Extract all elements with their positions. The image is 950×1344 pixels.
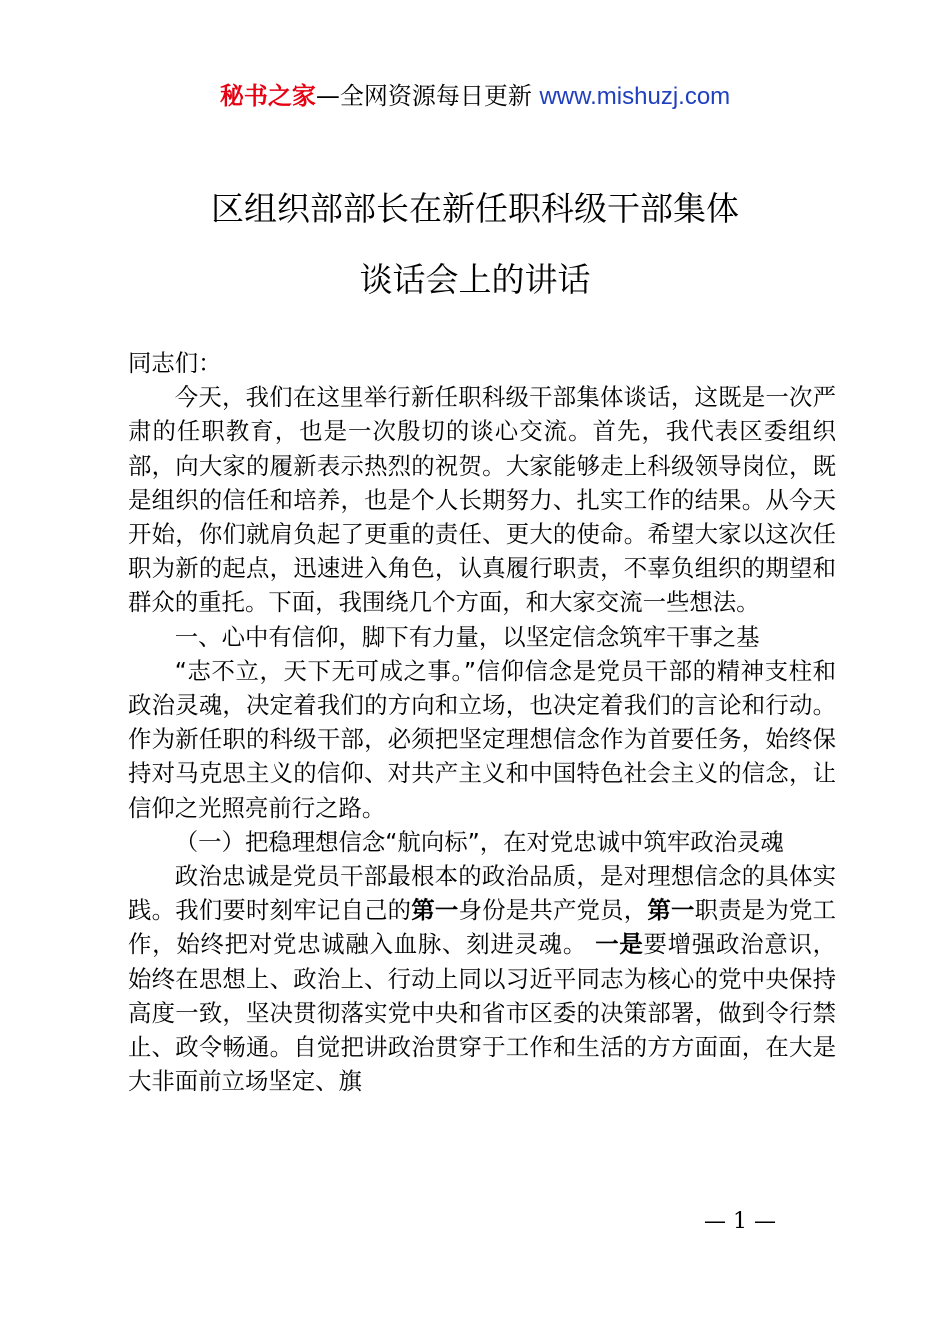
salutation: 同志们： (128, 349, 222, 377)
bold-run: 一是 (595, 930, 644, 959)
text-run: 职责是为党工作，始终把对党忠诚融入血脉、刻进灵魂。 (128, 896, 837, 959)
subsection-heading-1: （一）把稳理想信念“航向标”，在对党忠诚中筑牢政治灵魂 (174, 827, 784, 856)
bold-run: 第一 (647, 896, 695, 925)
document-body (128, 346, 836, 1098)
site-banner (0, 80, 950, 113)
page-number: — 1 — (704, 1209, 776, 1234)
text-run: 政治忠诚是党员干部最根本的政治品质，是对理想信念的具体实践。我们要时刻牢记自己的 (128, 862, 836, 925)
paragraph-subsection-1 (128, 859, 836, 1098)
text-run: 身份是共产党员， (458, 896, 648, 925)
document-title-line-1: 区组织部部长在新任职科级干部集体 (211, 189, 739, 228)
site-tagline: —全网资源每日更新 (315, 82, 540, 110)
text-run: 要增强政治意识，始终在思想上、政治上、行动上同以习近平同志为核心的党中央保持高度一致，坚决贯彻落实党中央和省市区委的决策部署，做到令行禁止、政令畅通。自觉把讲政治贯穿于工作和生活的方方面面，在大是大非面前立场坚定、旗 (128, 930, 837, 1096)
section-heading-1: 一、心中有信仰，脚下有力量，以坚定信念筑牢干事之基 (174, 622, 760, 651)
site-brand: 秘书之家 (219, 82, 316, 110)
paragraph-section-1: “志不立，天下无可成之事。”信仰信念是党员干部的精神支柱和政治灵魂，决定着我们的方向和立场，也决定着我们的言论和行动。作为新任职的科级干部，必须把坚定理想信念作为首要任务，始终保持对马克思主义的信仰、对共产主义和中国特色社会主义的信念，让信仰之光照亮前行之路。 (128, 656, 836, 822)
paragraph-intro: 今天，我们在这里举行新任职科级干部集体谈话，这既是一次严肃的任职教育，也是一次殷切的谈心交流。首先，我代表区委组织部，向大家的履新表示热烈的祝贺。大家能够走上科级领导岗位，既是组织的信任和培养，也是个人长期努力、扎实工作的结果。从今天开始，你们就肩负起了更重的责任、更大的使命。希望大家以这次任职为新的起点，迅速进入角色，认真履行职责，不辜负组织的期望和群众的重托。下面，我围绕几个方面，和大家交流一些想法。 (128, 383, 836, 617)
document-title-line-2: 谈话会上的讲话 (359, 260, 591, 299)
bold-run: 第一 (411, 896, 459, 925)
site-url-link[interactable]: www.mishuzj.com (539, 83, 731, 110)
